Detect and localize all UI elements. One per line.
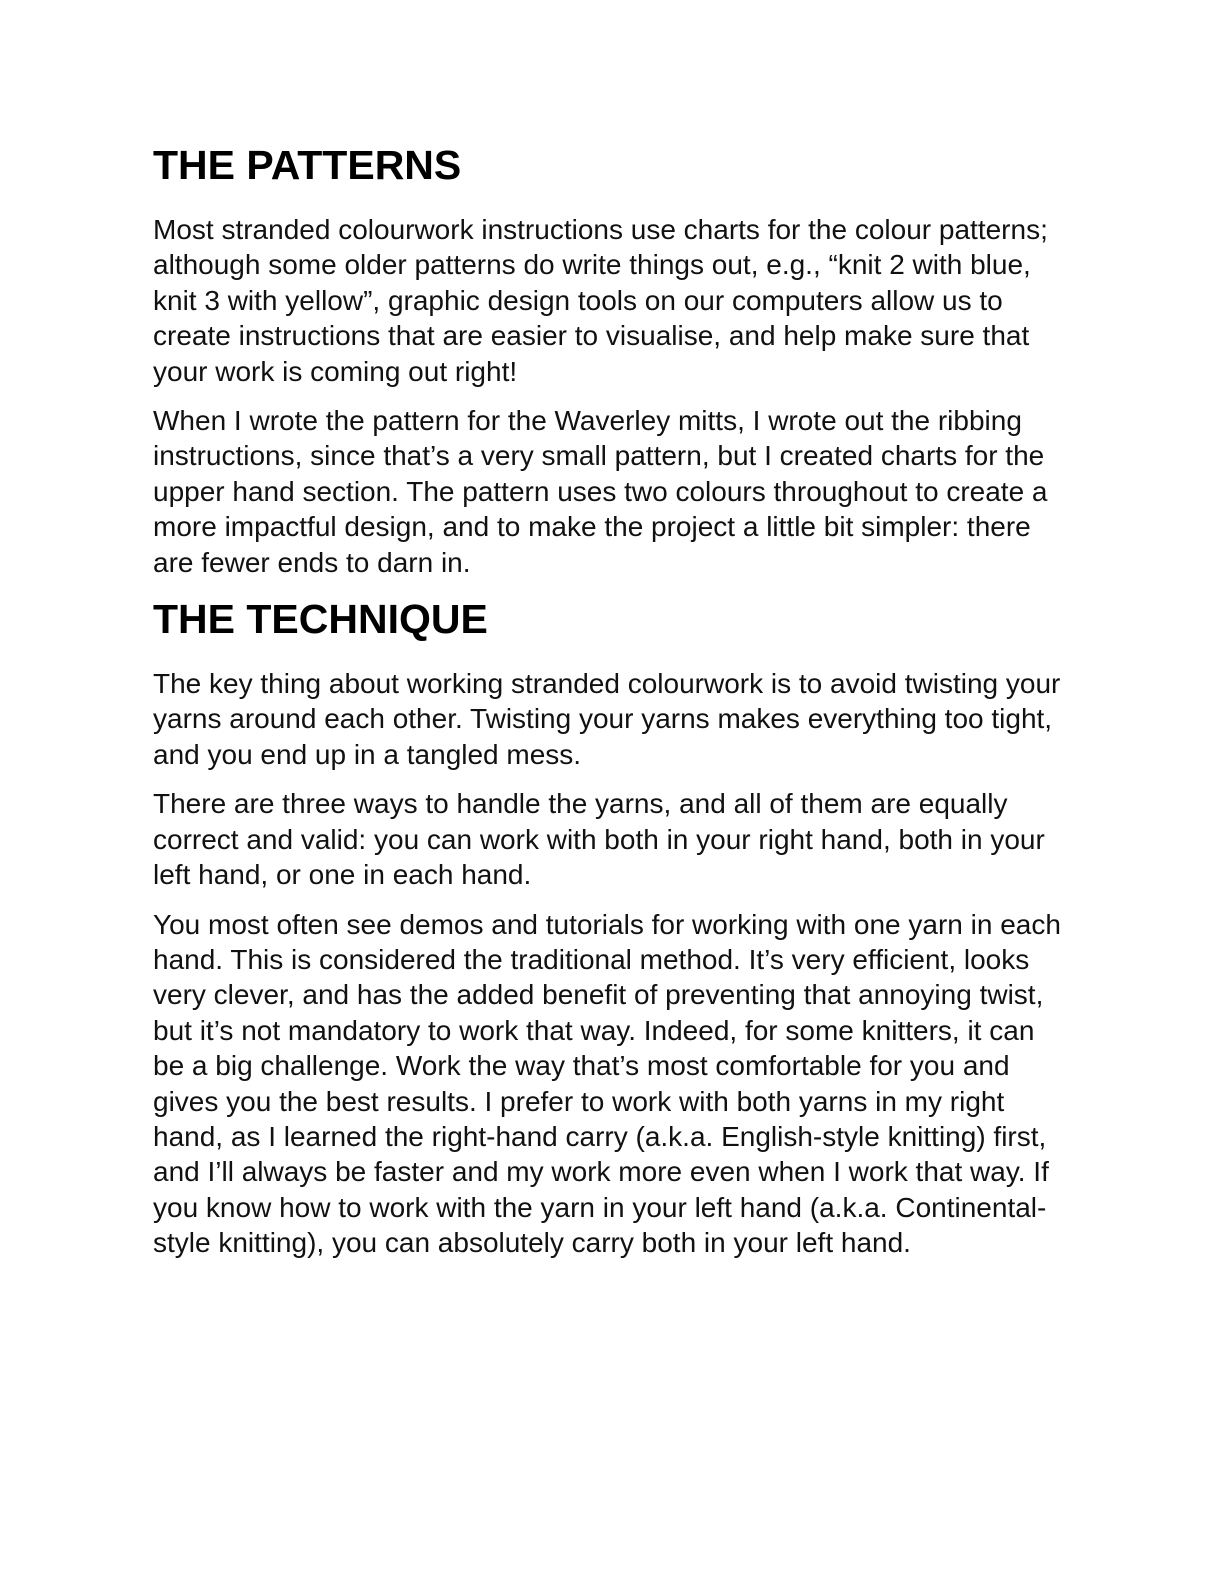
section-heading-patterns: THE PATTERNS <box>153 142 462 188</box>
document-page <box>153 140 1073 1275</box>
patterns-section <box>153 140 1073 580</box>
body-paragraph: Most stranded colourwork instructions use charts for the colour patterns; although some older patterns do write things out, e.g., “knit 2 with blue, knit 3 with yellow”, graphic design tools on our computers allow us to create instructions that are easier to visualise, and help make sure that your work is coming out right! <box>153 214 1048 387</box>
body-paragraph: There are three ways to handle the yarns, and all of them are equally correct and valid: you can work with both in your right hand, both in your left hand, or one in each hand. <box>153 788 1045 891</box>
body-paragraph: When I wrote the pattern for the Waverley mitts, I wrote out the ribbing instructions, since that’s a very small pattern, but I created charts for the upper hand section. The pattern uses two colours throughout to create a more impactful design, and to make the project a little bit simpler: there are fewer ends to darn in. <box>153 405 1048 578</box>
section-heading-technique: THE TECHNIQUE <box>153 596 488 643</box>
body-paragraph: The key thing about working stranded colourwork is to avoid twisting your yarns around each other. Twisting your yarns makes everything too tight, and you end up in a tangled mess. <box>153 668 1061 770</box>
body-paragraph: You most often see demos and tutorials for working with one yarn in each hand. This is considered the traditional method. It’s very efficient, looks very clever, and has the added benefit of preventing that annoying twist, but it’s not mandatory to work that way. Indeed, for some knitters, it can be a big challenge. Work the way that’s most comfortable for you and gives you the best results. I prefer to work with both yarns in my right hand, as I learned the right-hand carry (a.k.a. English-style knitting) first, and I’ll always be faster and my work more even when I work that way. If you know how to work with the yarn in your left hand (a.k.a. Continental-style knitting), you can absolutely carry both in your left hand. <box>153 908 1061 1259</box>
technique-section <box>153 594 1073 1261</box>
